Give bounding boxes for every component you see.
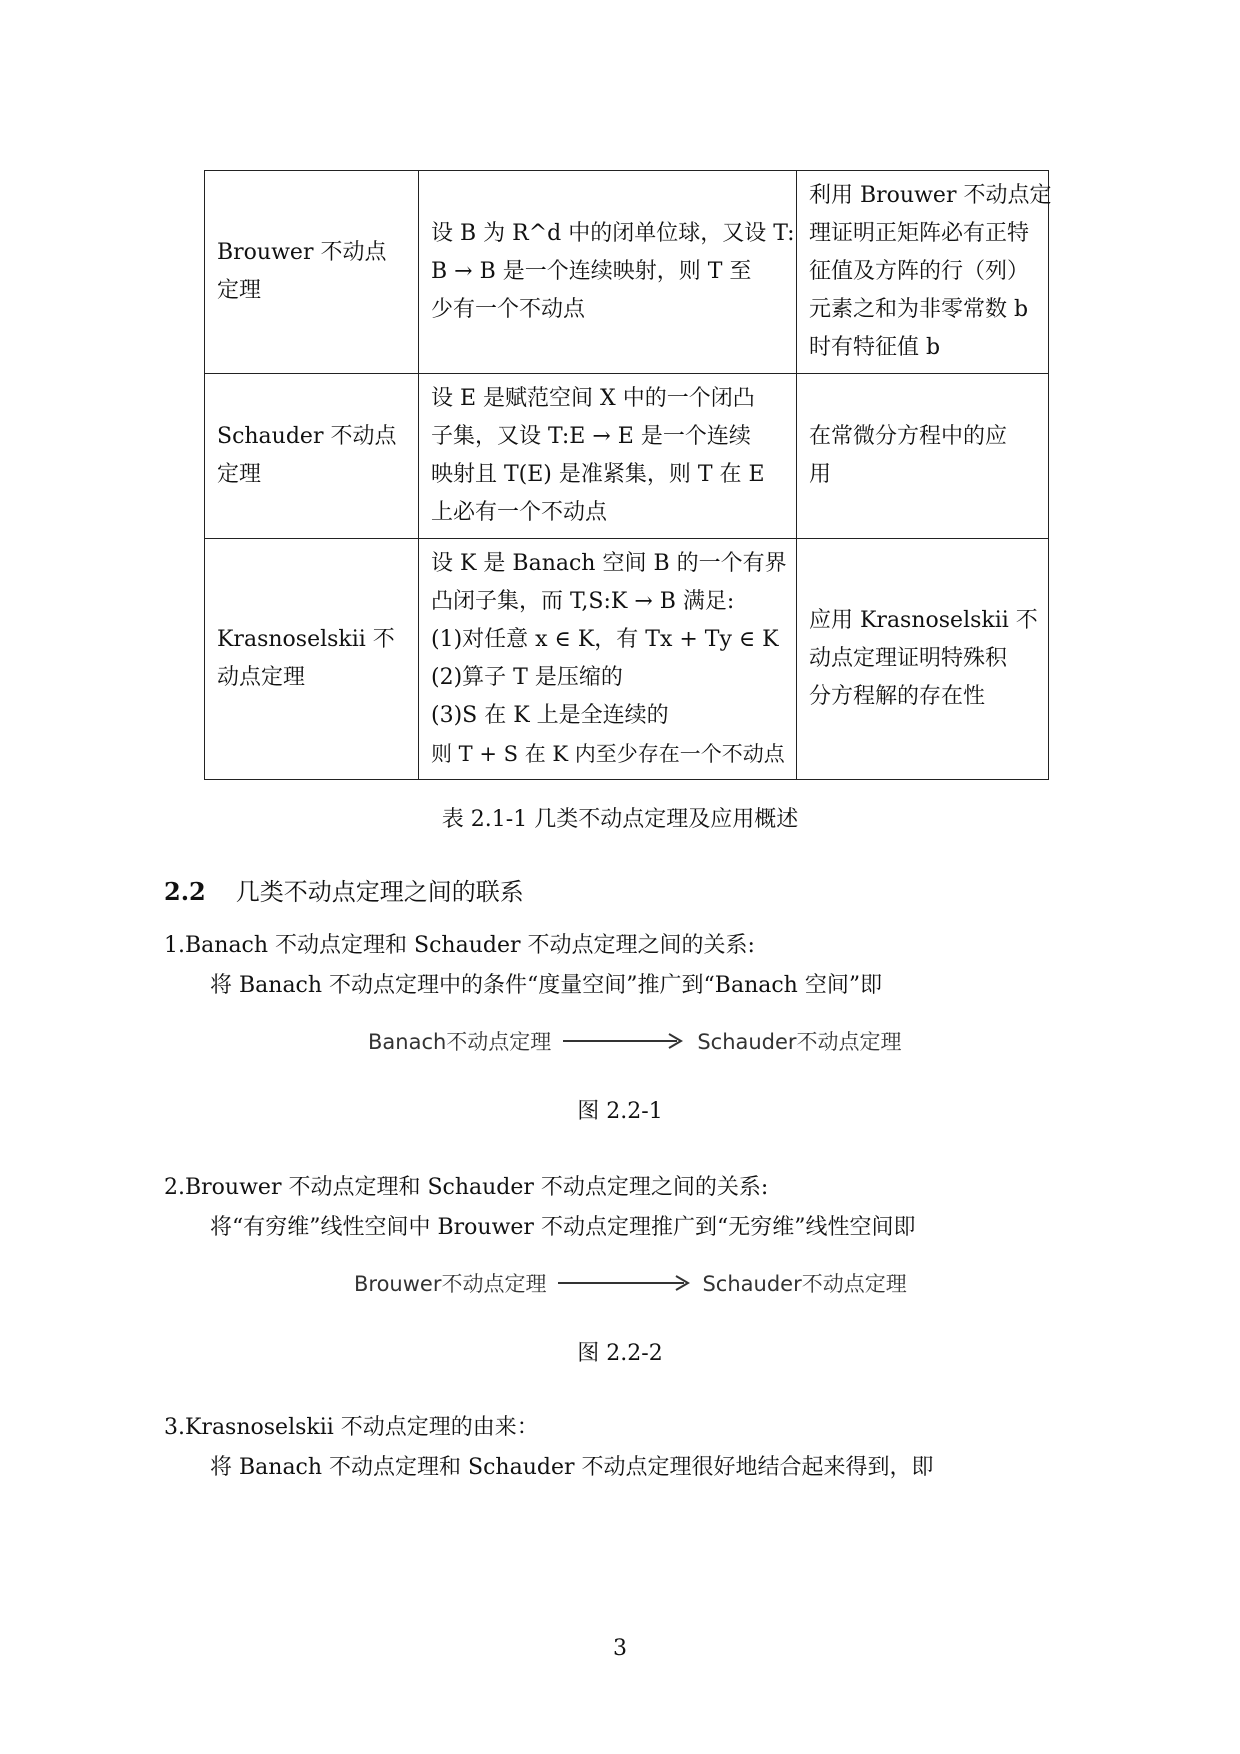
fixed-point-table <box>204 170 1052 780</box>
statement-line: 则 T + S 在 K 内至少存在一个不动点 <box>431 742 785 766</box>
theorem-name: Schauder 不动点定理 <box>217 424 397 487</box>
table-row <box>205 374 1049 539</box>
application-cell <box>797 539 1049 780</box>
statement-line: 设 K 是 Banach 空间 B 的一个有界 <box>431 551 787 576</box>
item-text: 将“有穷维”线性空间中 Brouwer 不动点定理推广到“无穷维”线性空间即 <box>210 1215 916 1240</box>
arrow-right-icon <box>561 1031 687 1051</box>
table-caption: 表 2.1-1 几类不动点定理及应用概述 <box>441 807 799 832</box>
application-line: 征值及方阵的行（列） <box>809 259 1030 284</box>
theorem-statement-cell <box>419 374 797 539</box>
theorem-name-cell <box>205 374 419 539</box>
application-cell <box>797 171 1052 374</box>
statement-line: B → B 是一个连续映射，则 T 至 <box>431 259 752 284</box>
statement-line: 子集，又设 T:E → E 是一个连续 <box>431 424 751 449</box>
flow-to-label: Schauder不动点定理 <box>697 1030 902 1054</box>
statement-line: (1)对任意 x ∈ K，有 Tx + Ty ∈ K <box>431 627 779 652</box>
application-cell <box>797 374 1049 539</box>
application-line: 利用 Brouwer 不动点定 <box>809 183 1052 208</box>
flow-from-label: Brouwer不动点定理 <box>354 1272 547 1296</box>
figure-caption: 图 2.2-2 <box>577 1341 663 1366</box>
figure-caption: 图 2.2-1 <box>577 1099 663 1124</box>
section-title: 几类不动点定理之间的联系 <box>235 878 524 906</box>
application-line: 元素之和为非零常数 b <box>809 297 1029 322</box>
statement-line: 设 E 是赋范空间 X 中的一个闭凸 <box>431 386 755 411</box>
statement-line: 凸闭子集，而 T,S:K → B 满足: <box>431 589 735 614</box>
item-text: 将 Banach 不动点定理和 Schauder 不动点定理很好地结合起来得到，即 <box>210 1455 934 1480</box>
flow-to-label: Schauder不动点定理 <box>702 1272 907 1296</box>
application-line: 时有特征值 b <box>809 335 941 360</box>
application-line: 动点定理证明特殊积 <box>809 646 1008 671</box>
statement-line: 映射且 T(E) 是准紧集，则 T 在 E <box>431 462 765 487</box>
table-row <box>205 539 1049 780</box>
theorem-name-cell <box>205 171 419 374</box>
page-number: 3 <box>613 1636 627 1661</box>
item-title: 2.Brouwer 不动点定理和 Schauder 不动点定理之间的关系: <box>164 1175 769 1200</box>
theorem-statement-cell <box>419 171 797 374</box>
application-line: 应用 Krasnoselskii 不 <box>809 608 1038 633</box>
flow-diagram <box>368 1026 902 1056</box>
theorem-name: Brouwer 不动点定理 <box>217 240 387 303</box>
application-line: 理证明正矩阵必有正特 <box>809 221 1030 246</box>
flow-from-label: Banach不动点定理 <box>368 1030 552 1054</box>
item-title: 3.Krasnoselskii 不动点定理的由来： <box>164 1415 539 1440</box>
statement-line: 少有一个不动点 <box>431 297 586 322</box>
item-text: 将 Banach 不动点定理中的条件“度量空间”推广到“Banach 空间”即 <box>210 973 883 998</box>
statement-line: 上必有一个不动点 <box>431 500 608 525</box>
statement-line: (2)算子 T 是压缩的 <box>431 665 623 690</box>
section-number: 2.2 <box>164 877 206 906</box>
statement-line: 设 B 为 R^d 中的闭单位球，又设 T: <box>431 221 795 246</box>
theorem-name: Krasnoselskii 不动点定理 <box>217 627 395 690</box>
application-line: 分方程解的存在性 <box>809 684 986 709</box>
theorem-statement-cell <box>419 539 797 780</box>
item-title: 1.Banach 不动点定理和 Schauder 不动点定理之间的关系: <box>164 933 755 958</box>
application-line: 在常微分方程中的应 <box>809 424 1008 449</box>
theorem-name-cell <box>205 539 419 780</box>
flow-diagram <box>354 1268 907 1298</box>
table-row <box>205 171 1049 374</box>
section-heading <box>164 872 524 907</box>
statement-line: (3)S 在 K 上是全连续的 <box>431 703 669 728</box>
application-line: 用 <box>809 462 832 487</box>
arrow-right-icon <box>556 1273 692 1293</box>
